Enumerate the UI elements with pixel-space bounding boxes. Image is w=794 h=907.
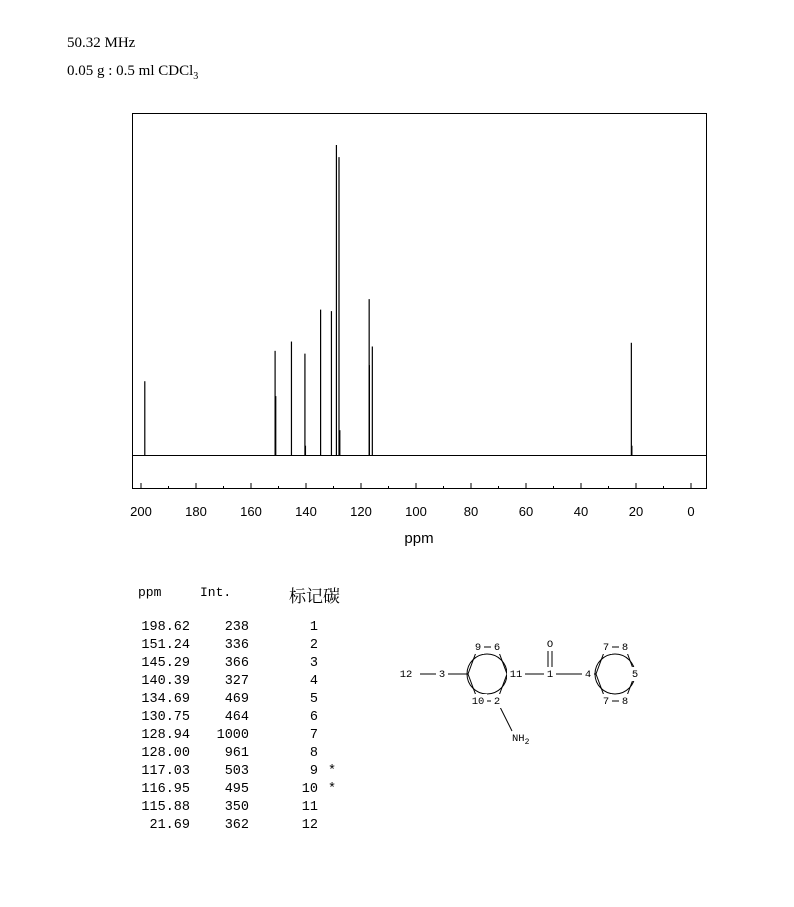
ppm-cell: 128.00 (141, 746, 190, 761)
peak-lines (145, 145, 632, 455)
atom-label-5: 5 (631, 668, 639, 681)
x-tick-label: 180 (185, 504, 207, 519)
carbon-cell: 1 (309, 620, 318, 635)
atom-label-2: 2 (493, 695, 501, 708)
intensity-cell: 362 (224, 818, 249, 833)
intensity-cell: 961 (224, 746, 249, 761)
atom-label-7-bottom: 7 (602, 695, 610, 708)
ppm-cell: 115.88 (141, 800, 190, 815)
carbon-cell: 6 (309, 710, 318, 725)
structure-labels (392, 637, 641, 708)
col-header-ppm: ppm (138, 585, 162, 600)
sample-text: 0.05 g : 0.5 ml CDCl (67, 63, 194, 79)
intensity-cell: 1000 (216, 728, 249, 743)
ppm-cell: 145.29 (141, 656, 190, 671)
mark-cell: * (328, 782, 337, 797)
intensity-cell: 366 (224, 656, 249, 671)
intensity-cell: 350 (224, 800, 249, 815)
intensity-cell: 327 (224, 674, 249, 689)
carbon-cell: 2 (309, 638, 318, 653)
col-header-intensity: Int. (200, 585, 232, 600)
x-tick-label: 120 (350, 504, 372, 519)
x-tick-label: 0 (687, 504, 695, 519)
atom-label-12: 12 (399, 668, 413, 681)
x-tick-label: 140 (295, 504, 317, 519)
x-tick-label: 40 (573, 504, 589, 519)
ppm-cell: 21.69 (149, 818, 190, 833)
ppm-cell: 130.75 (141, 710, 190, 725)
ppm-cell: 140.39 (141, 674, 190, 689)
atom-label-10: 10 (471, 695, 485, 708)
carbon-cell: 7 (309, 728, 318, 743)
intensity-cell: 503 (224, 764, 249, 779)
x-tick-label: 80 (463, 504, 479, 519)
x-tick-label: 100 (405, 504, 427, 519)
spectrometer-frequency: 50.32 MHz (67, 35, 136, 51)
ppm-cell: 116.95 (141, 782, 190, 797)
ppm-cell: 117.03 (141, 764, 190, 779)
carbon-cell: 3 (309, 656, 318, 671)
atom-label-9: 9 (474, 641, 482, 654)
x-tick-label: 160 (240, 504, 262, 519)
atom-label-8-bottom: 8 (621, 695, 629, 708)
x-tick-label: 60 (518, 504, 534, 519)
x-tick-label: 200 (130, 504, 152, 519)
amine-group-label: $NH_2$ (512, 733, 530, 747)
x-tick-label: 20 (628, 504, 644, 519)
intensity-cell: 469 (224, 692, 249, 707)
left-ring (468, 647, 507, 701)
carbon-cell: 10 (301, 782, 318, 797)
ppm-cell: 128.94 (141, 728, 190, 743)
carbon-cell: 9 (309, 764, 318, 779)
ppm-cell: 198.62 (141, 620, 190, 635)
atom-label-4: 4 (584, 668, 592, 681)
x-axis-label: ppm (404, 530, 434, 547)
structure-bonds (420, 647, 635, 731)
ppm-cell: 151.24 (141, 638, 190, 653)
carbon-cell: 11 (301, 800, 318, 815)
col-header-carbon: 标记碳 (289, 587, 340, 607)
atom-label-11: 11 (509, 668, 523, 681)
atom-label-1: 1 (546, 668, 554, 681)
carbon-cell: 4 (309, 674, 318, 689)
atom-label-8-top: 8 (621, 641, 629, 654)
intensity-cell: 336 (224, 638, 249, 653)
atom-label-3: 3 (438, 668, 446, 681)
mark-cell: * (328, 764, 337, 779)
intensity-cell: 238 (224, 620, 249, 635)
carbon-cell: 8 (309, 746, 318, 761)
atom-label-6: 6 (493, 641, 501, 654)
carbon-cell: 5 (309, 692, 318, 707)
atom-label-oxygen: O (546, 638, 554, 651)
sample-subscript: 3 (193, 71, 199, 82)
left-ring-aromatic-circle (467, 654, 507, 694)
intensity-cell: 464 (224, 710, 249, 725)
intensity-cell: 495 (224, 782, 249, 797)
molecule-structure (390, 628, 680, 753)
plot-frame (133, 114, 707, 489)
ppm-cell: 134.69 (141, 692, 190, 707)
atom-label-7-top: 7 (602, 641, 610, 654)
carbon-cell: 12 (301, 818, 318, 833)
